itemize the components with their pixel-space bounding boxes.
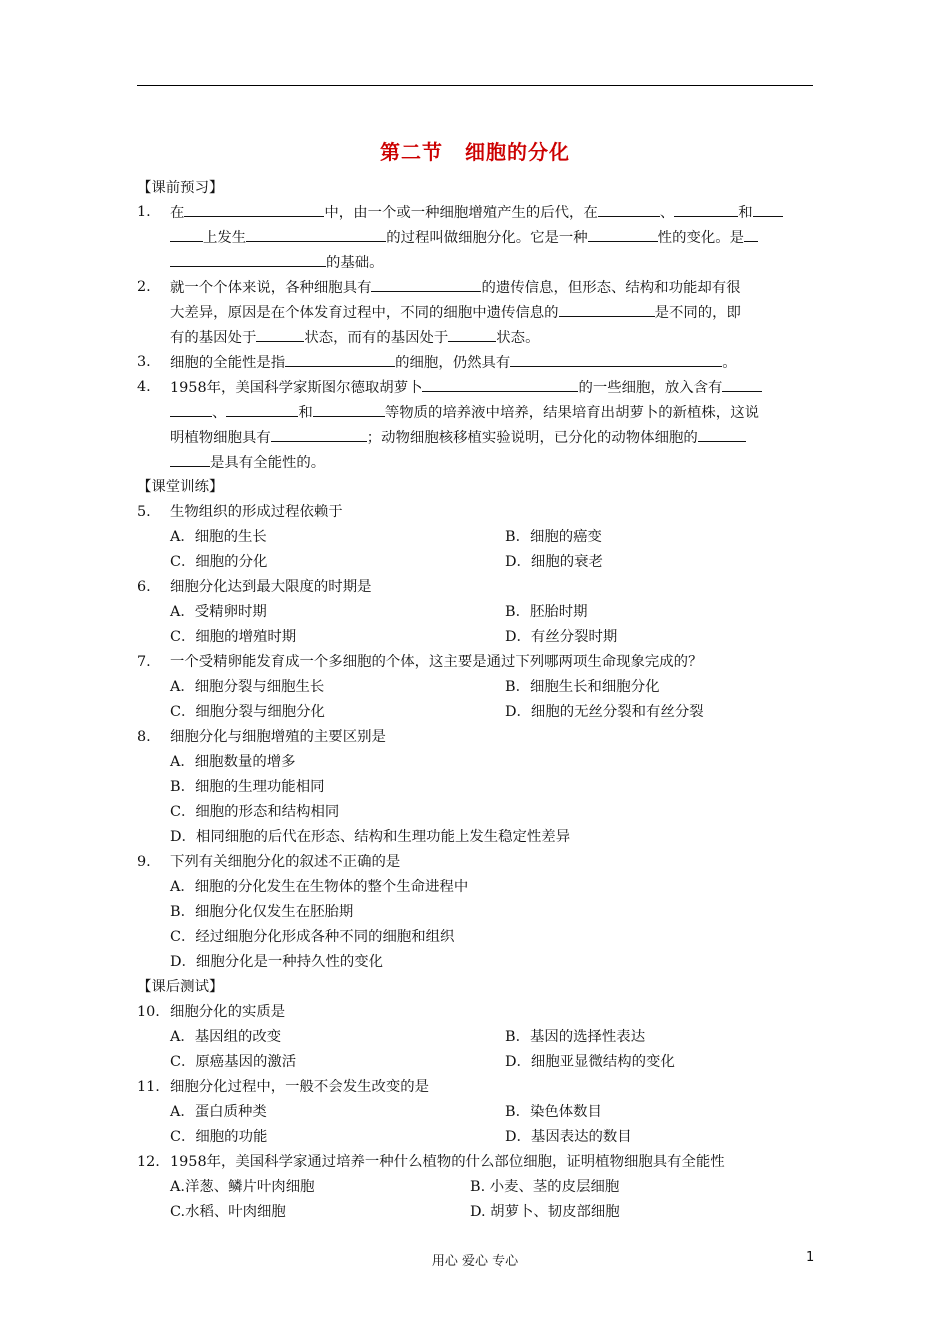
q10-option-d[interactable]: D．细胞亚显微结构的变化 bbox=[505, 1054, 675, 1070]
blank[interactable] bbox=[753, 202, 783, 217]
q8-stem: 细胞分化与细胞增殖的主要区别是 bbox=[170, 729, 386, 745]
q9-option-c[interactable]: C．经过细胞分化形成各种不同的细胞和组织 bbox=[170, 929, 455, 945]
q11-number: 11. bbox=[137, 1079, 160, 1095]
q9-stem: 下列有关细胞分化的叙述不正确的是 bbox=[170, 854, 401, 870]
q4-line-1: 1958年，美国科学家斯图尔德取胡萝卜 的一些细胞，放入含有 bbox=[170, 377, 762, 397]
q4-number: 4. bbox=[137, 379, 151, 395]
q5-option-c[interactable]: C．细胞的分化 bbox=[170, 554, 268, 570]
q12-number: 12. bbox=[137, 1154, 160, 1170]
q2-line-3: 有的基因处于 状态，而有的基因处于 状态。 bbox=[170, 327, 539, 347]
title-text: 细胞的分化 bbox=[465, 140, 570, 164]
q12-option-b[interactable]: B. 小麦、茎的皮层细胞 bbox=[470, 1179, 620, 1195]
blank[interactable] bbox=[371, 277, 481, 292]
q6-stem: 细胞分化达到最大限度的时期是 bbox=[170, 579, 372, 595]
header-rule bbox=[137, 85, 813, 86]
blank[interactable] bbox=[271, 427, 367, 442]
q4-line-3: 明植物细胞具有 ；动物细胞核移植实验说明，已分化的动物体细胞的 bbox=[170, 427, 746, 447]
section-post: 【课后测试】 bbox=[137, 979, 224, 995]
q11-option-a[interactable]: A．蛋白质种类 bbox=[170, 1104, 267, 1120]
q8-option-d[interactable]: D．相同细胞的后代在形态、结构和生理功能上发生稳定性差异 bbox=[170, 829, 571, 845]
q5-number: 5. bbox=[137, 504, 151, 520]
q7-option-d[interactable]: D．细胞的无丝分裂和有丝分裂 bbox=[505, 704, 704, 720]
blank[interactable] bbox=[722, 377, 762, 392]
blank[interactable] bbox=[313, 402, 385, 417]
q3-number: 3. bbox=[137, 354, 151, 370]
blank[interactable] bbox=[698, 427, 746, 442]
q1-line-3: 的基础。 bbox=[170, 252, 384, 272]
q11-option-c[interactable]: C．细胞的功能 bbox=[170, 1129, 268, 1145]
blank[interactable] bbox=[184, 202, 324, 217]
blank[interactable] bbox=[598, 202, 660, 217]
blank[interactable] bbox=[170, 402, 212, 417]
q11-option-d[interactable]: D．基因表达的数目 bbox=[505, 1129, 632, 1145]
q8-option-b[interactable]: B．细胞的生理功能相同 bbox=[170, 779, 325, 795]
q6-option-a[interactable]: A．受精卵时期 bbox=[170, 604, 267, 620]
q12-stem: 1958年，美国科学家通过培养一种什么植物的什么部位细胞，证明植物细胞具有全能性 bbox=[170, 1154, 725, 1170]
q10-option-b[interactable]: B．基因的选择性表达 bbox=[505, 1029, 646, 1045]
q5-option-b[interactable]: B．细胞的癌变 bbox=[505, 529, 602, 545]
q6-number: 6. bbox=[137, 579, 151, 595]
q4-line-4: 是具有全能性的。 bbox=[170, 452, 325, 472]
page-title bbox=[0, 136, 950, 165]
blank[interactable] bbox=[510, 352, 722, 367]
q10-option-c[interactable]: C．原癌基因的激活 bbox=[170, 1054, 297, 1070]
blank[interactable] bbox=[170, 452, 210, 467]
q3-line-1: 细胞的全能性是指 的细胞，仍然具有 。 bbox=[170, 352, 737, 372]
q7-option-c[interactable]: C．细胞分裂与细胞分化 bbox=[170, 704, 325, 720]
q1-line-2: 上发生 的过程叫做细胞分化。它是一种 性的变化。是 bbox=[170, 227, 758, 247]
q6-option-c[interactable]: C．细胞的增殖时期 bbox=[170, 629, 297, 645]
q12-option-d[interactable]: D. 胡萝卜、韧皮部细胞 bbox=[470, 1204, 620, 1220]
q10-option-a[interactable]: A．基因组的改变 bbox=[170, 1029, 282, 1045]
q8-number: 8. bbox=[137, 729, 151, 745]
q2-number: 2. bbox=[137, 279, 151, 295]
q5-option-a[interactable]: A．细胞的生长 bbox=[170, 529, 267, 545]
section-classroom: 【课堂训练】 bbox=[137, 479, 224, 495]
q9-option-b[interactable]: B．细胞分化仅发生在胚胎期 bbox=[170, 904, 354, 920]
q6-option-d[interactable]: D．有丝分裂时期 bbox=[505, 629, 618, 645]
q6-option-b[interactable]: B．胚胎时期 bbox=[505, 604, 588, 620]
blank[interactable] bbox=[744, 227, 758, 242]
section-preview: 【课前预习】 bbox=[137, 180, 224, 196]
blank[interactable] bbox=[422, 377, 578, 392]
blank[interactable] bbox=[588, 227, 658, 242]
q10-stem: 细胞分化的实质是 bbox=[170, 1004, 286, 1020]
q9-number: 9. bbox=[137, 854, 151, 870]
q12-option-c[interactable]: C.水稻、叶肉细胞 bbox=[170, 1204, 286, 1220]
q5-option-d[interactable]: D．细胞的衰老 bbox=[505, 554, 603, 570]
q12-option-a[interactable]: A.洋葱、鳞片叶肉细胞 bbox=[170, 1179, 315, 1195]
q8-option-a[interactable]: A．细胞数量的增多 bbox=[170, 754, 296, 770]
blank[interactable] bbox=[256, 327, 304, 342]
q11-stem: 细胞分化过程中，一般不会发生改变的是 bbox=[170, 1079, 430, 1095]
blank[interactable] bbox=[559, 302, 655, 317]
q8-option-c[interactable]: C．细胞的形态和结构相同 bbox=[170, 804, 340, 820]
blank[interactable] bbox=[170, 227, 203, 242]
blank[interactable] bbox=[448, 327, 496, 342]
footer-slogan: 用心 爱心 专心 bbox=[431, 1254, 519, 1269]
q9-option-a[interactable]: A．细胞的分化发生在生物体的整个生命进程中 bbox=[170, 879, 469, 895]
blank[interactable] bbox=[170, 252, 326, 267]
q4-line-2: 、 和 等物质的培养液中培养，结果培育出胡萝卜的新植株，这说 bbox=[170, 402, 759, 422]
q7-option-a[interactable]: A．细胞分裂与细胞生长 bbox=[170, 679, 325, 695]
q2-line-1: 就一个个体来说，各种细胞具有 的遗传信息，但形态、结构和功能却有很 bbox=[170, 277, 741, 297]
q5-stem: 生物组织的形成过程依赖于 bbox=[170, 504, 343, 520]
q9-option-d[interactable]: D．细胞分化是一种持久性的变化 bbox=[170, 954, 384, 970]
title-section-number: 第二节 bbox=[380, 140, 443, 164]
q1-number: 1. bbox=[137, 204, 151, 220]
blank[interactable] bbox=[674, 202, 738, 217]
q11-option-b[interactable]: B．染色体数目 bbox=[505, 1104, 602, 1120]
page-number: 1 bbox=[806, 1250, 815, 1265]
q7-number: 7. bbox=[137, 654, 151, 670]
q2-line-2: 大差异，原因是在个体发育过程中，不同的细胞中遗传信息的 是不同的，即 bbox=[170, 302, 741, 322]
q1-line-1: 在 中，由一个或一种细胞增殖产生的后代，在 、 和 bbox=[170, 202, 783, 222]
blank[interactable] bbox=[226, 402, 298, 417]
q7-stem: 一个受精卵能发育成一个多细胞的个体，这主要是通过下列哪两项生命现象完成的？ bbox=[170, 654, 703, 670]
blank[interactable] bbox=[285, 352, 395, 367]
blank[interactable] bbox=[246, 227, 386, 242]
q10-number: 10. bbox=[137, 1004, 160, 1020]
q7-option-b[interactable]: B．细胞生长和细胞分化 bbox=[505, 679, 660, 695]
